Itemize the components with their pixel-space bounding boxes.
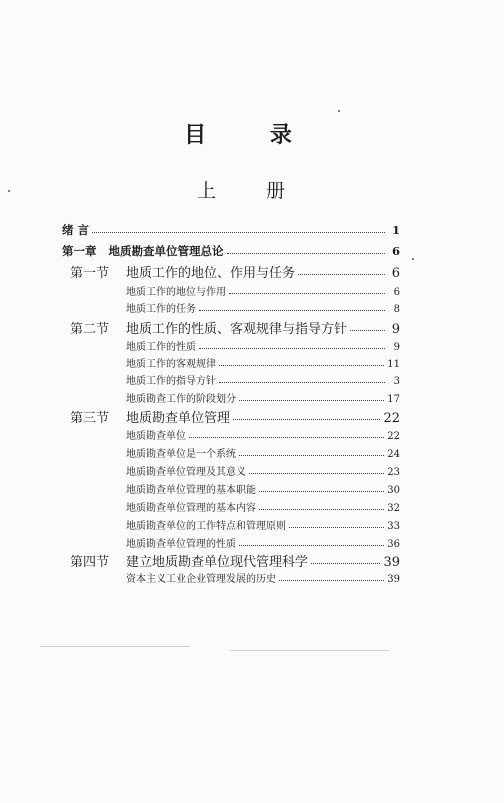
section-label: 第三节 — [70, 411, 110, 426]
toc-topic[interactable] — [126, 300, 400, 315]
dot-leader — [219, 364, 384, 366]
page-number: 6 — [391, 244, 400, 258]
dot-leader — [249, 472, 384, 474]
toc-topic[interactable] — [126, 338, 400, 353]
dot-leader — [199, 309, 385, 311]
toc-chapter-1[interactable] — [62, 243, 400, 259]
chapter-label: 第一章 — [62, 244, 97, 258]
dot-leader — [219, 381, 385, 383]
toc-topic[interactable] — [126, 481, 400, 496]
page-number: 32 — [387, 503, 400, 514]
toc-topic[interactable] — [126, 535, 400, 550]
dot-leader — [229, 292, 385, 294]
toc-section-4[interactable] — [70, 551, 400, 570]
toc-section-3[interactable] — [70, 407, 400, 426]
toc-intro-label: 绪 言 — [62, 223, 90, 237]
toc-topic[interactable] — [126, 517, 400, 532]
topic-title: 地质勘查单位管理的基本职能 — [126, 485, 256, 496]
section-label: 第四节 — [70, 555, 110, 570]
volume-title: 上 册 — [196, 180, 308, 202]
scan-speck — [338, 110, 340, 112]
page-number: 17 — [387, 394, 400, 405]
page-number: 30 — [387, 485, 400, 496]
toc-topic[interactable] — [126, 499, 400, 514]
dot-leader — [350, 329, 385, 331]
dot-leader — [298, 273, 385, 275]
dot-leader — [189, 436, 384, 438]
dot-leader — [239, 399, 384, 401]
toc-topic[interactable] — [126, 427, 400, 442]
page-number: 33 — [387, 521, 400, 532]
page-number: 3 — [393, 376, 400, 387]
topic-title: 地质工作的客观规律 — [126, 359, 216, 370]
dot-leader — [199, 347, 385, 349]
page-number: 36 — [387, 539, 400, 550]
dot-leader — [279, 579, 384, 581]
toc-topic[interactable] — [126, 463, 400, 478]
toc-section-2[interactable] — [70, 318, 400, 337]
page-number: 9 — [391, 322, 400, 337]
scan-line — [230, 650, 390, 651]
page-number: 22 — [387, 431, 400, 442]
toc-topic[interactable] — [126, 570, 400, 585]
page-title: 目 录 — [184, 122, 320, 148]
toc-topic[interactable] — [126, 390, 400, 405]
dot-leader — [92, 231, 385, 233]
topic-title: 地质勘查单位管理及其意义 — [126, 467, 246, 478]
section-label: 第二节 — [70, 322, 110, 337]
page-number: 1 — [391, 223, 400, 237]
dot-leader — [311, 562, 380, 564]
scan-speck — [8, 190, 10, 192]
topic-title: 地质勘查单位 — [126, 431, 186, 442]
dot-leader — [233, 418, 380, 420]
dot-leader — [289, 526, 384, 528]
topic-title: 地质勘查单位管理的基本内容 — [126, 503, 256, 514]
scan-speck — [412, 258, 414, 260]
topic-title: 地质勘查单位的工作特点和管理原则 — [126, 521, 286, 532]
toc-topic[interactable] — [126, 445, 400, 460]
page-number: 39 — [387, 574, 400, 585]
section-title: 地质工作的地位、作用与任务 — [126, 266, 296, 281]
toc-intro[interactable] — [62, 222, 400, 238]
dot-leader — [259, 490, 384, 492]
section-title: 建立地质勘查单位现代管理科学 — [126, 555, 309, 570]
page-number: 8 — [393, 304, 400, 315]
topic-title: 地质勘查单位管理的性质 — [126, 539, 236, 550]
topic-title: 地质勘查工作的阶段划分 — [126, 394, 236, 405]
topic-title: 地质工作的性质 — [126, 342, 196, 353]
toc-topic[interactable] — [126, 355, 400, 370]
page-number: 22 — [383, 411, 400, 426]
page-number: 9 — [393, 342, 400, 353]
topic-title: 地质勘查单位是一个系统 — [126, 449, 236, 460]
page-number: 6 — [393, 287, 400, 298]
section-title: 地质工作的性质、客观规律与指导方针 — [126, 322, 348, 337]
page-number: 24 — [387, 449, 400, 460]
dot-leader — [239, 544, 384, 546]
page-number: 23 — [387, 467, 400, 478]
page-number: 39 — [383, 555, 400, 570]
topic-title: 地质工作的任务 — [126, 304, 196, 315]
dot-leader — [259, 508, 384, 510]
topic-title: 地质工作的指导方针 — [126, 376, 216, 387]
section-title: 地质勘查单位管理 — [126, 411, 231, 426]
page-number: 11 — [387, 359, 400, 370]
toc-section-1[interactable] — [70, 262, 400, 281]
chapter-title: 地质勘查单位管理总论 — [108, 244, 224, 258]
topic-title: 地质工作的地位与作用 — [126, 287, 226, 298]
toc-topic[interactable] — [126, 372, 400, 387]
scan-line — [40, 646, 190, 647]
toc-topic[interactable] — [126, 283, 400, 298]
dot-leader — [239, 454, 384, 456]
topic-title: 资本主义工业企业管理发展的历史 — [126, 574, 276, 585]
section-label: 第一节 — [70, 266, 110, 281]
dot-leader — [227, 252, 386, 254]
page-number: 6 — [391, 266, 400, 281]
